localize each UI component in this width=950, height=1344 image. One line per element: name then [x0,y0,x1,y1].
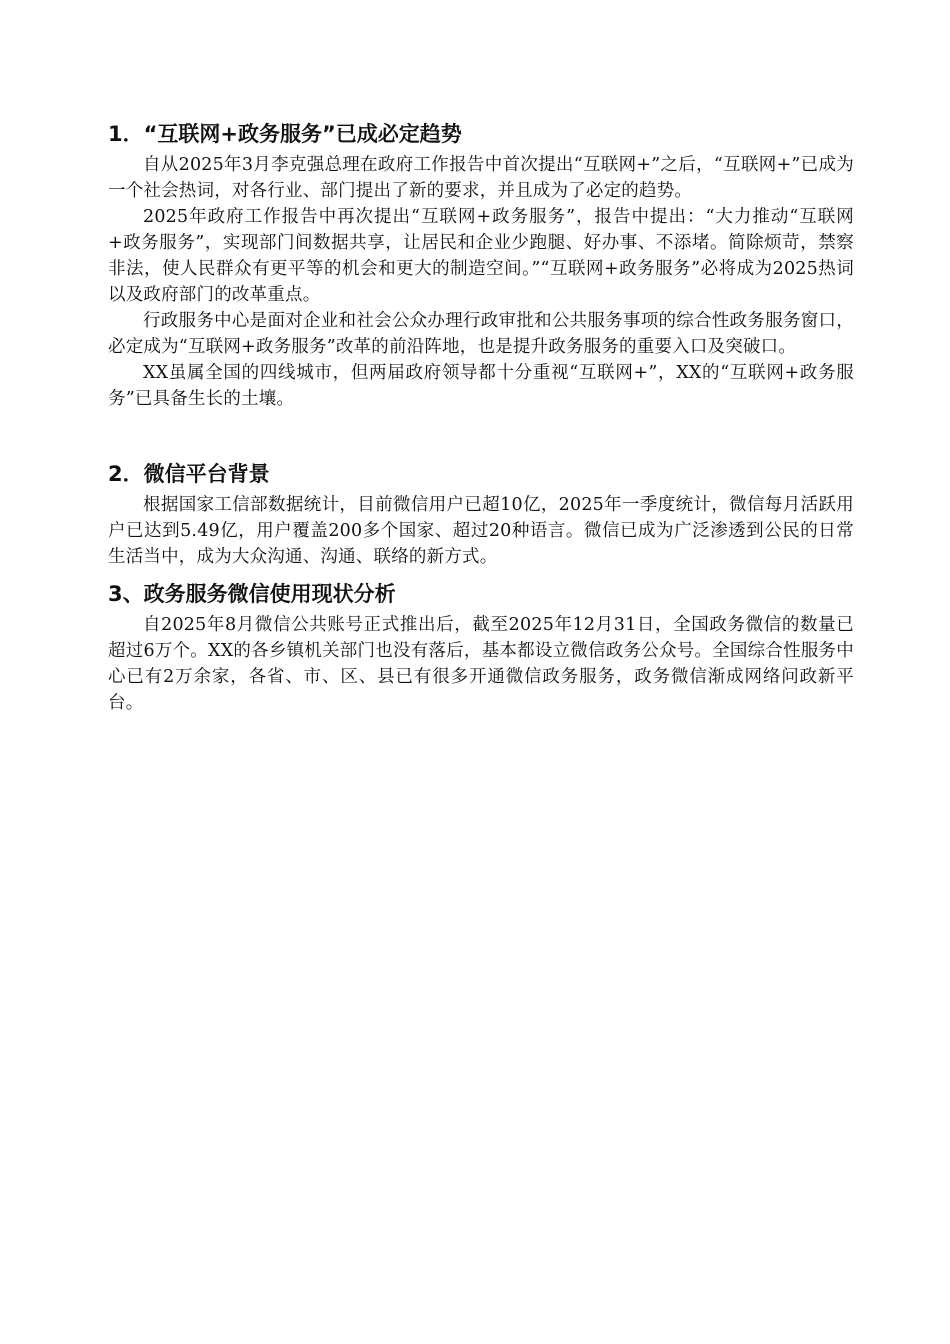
section-3 [108,578,854,716]
paragraph: 自2025年8月微信公共账号正式推出后，截至2025年12月31日，全国政务微信的数量已超过6万个。XX的各乡镇机关部门也没有落后，基本都设立微信政务公众号。全国综合性服务中心已有2万余家，各省、市、区、县已有很多开通微信政务服务，政务微信渐成网络问政新平台。 [108,615,854,713]
section-heading: 2．微信平台背景 [108,462,270,486]
spacer [108,412,854,458]
paragraph: XX虽属全国的四线城市，但两届政府领导都十分重视“互联网+”，XX的“互联网+政务服务”已具备生长的土壤。 [108,363,854,409]
spacer [108,570,854,578]
paragraph: 2025年政府工作报告中再次提出“互联网+政务服务”，报告中提出：“大力推动“互联网+政务服务”，实现部门间数据共享，让居民和企业少跑腿、好办事、不添堵。简除烦苛，禁察非法，使人民群众有更平等的机会和更大的制造空间。”“互联网+政务服务”必将成为2025热词以及政府部门的改革重点。 [108,207,854,305]
document-page [108,118,854,716]
section-1 [108,118,854,412]
paragraph: 行政服务中心是面对企业和社会公众办理行政审批和公共服务事项的综合性政务服务窗口，必定成为“互联网+政务服务”改革的前沿阵地，也是提升政务服务的重要入口及突破口。 [108,311,854,357]
section-heading: 3、政务服务微信使用现状分析 [108,582,396,606]
section-2 [108,458,854,570]
paragraph: 自从2025年3月李克强总理在政府工作报告中首次提出“互联网+”之后，“互联网+”已成为一个社会热词，对各行业、部门提出了新的要求，并且成为了必定的趋势。 [108,155,854,201]
paragraph: 根据国家工信部数据统计，目前微信用户已超10亿，2025年一季度统计，微信每月活跃用户已达到5.49亿，用户覆盖200多个国家、超过20种语言。微信已成为广泛渗透到公民的日常生活当中，成为大众沟通、沟通、联络的新方式。 [108,495,854,567]
section-heading: 1．“互联网+政务服务”已成必定趋势 [108,122,462,146]
